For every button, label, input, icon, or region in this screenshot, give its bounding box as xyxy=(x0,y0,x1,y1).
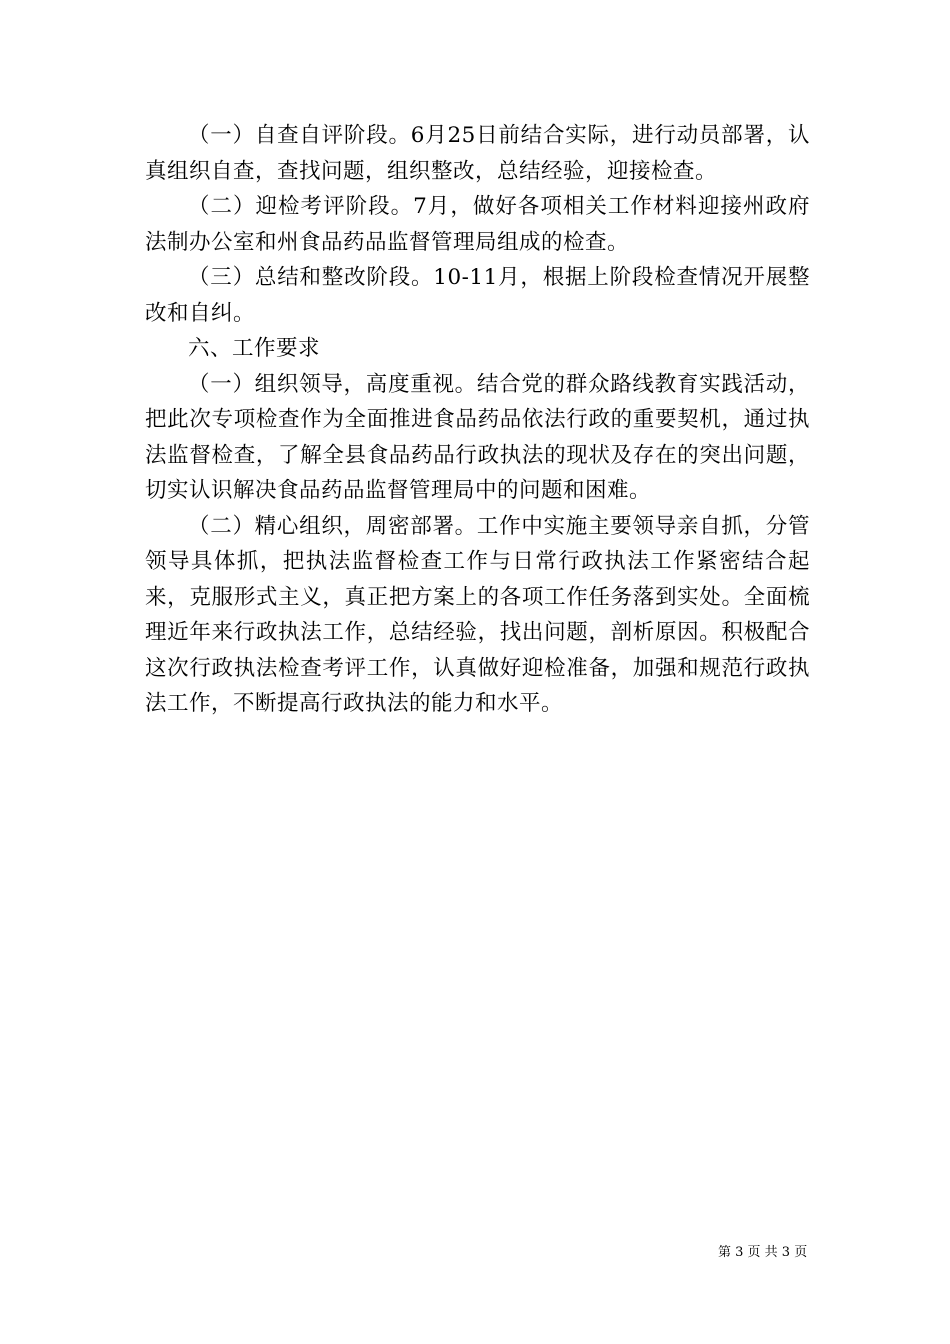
page-number-footer: 第 3 页 共 3 页 xyxy=(718,1245,808,1260)
paragraph-stage-inspection: （二）迎检考评阶段。7月，做好各项相关工作材料迎接州政府法制办公室和州食品药品监督管理局组成的检查。 xyxy=(145,194,810,255)
section-heading-work-requirements: 六、工作要求 xyxy=(188,336,321,361)
document-body xyxy=(145,118,810,722)
paragraph-requirement-leadership: （一）组织领导，高度重视。结合党的群众路线教育实践活动，把此次专项检查作为全面推进食品药品依法行政的重要契机，通过执法监督检查，了解全县食品药品行政执法的现状及存在的突出问题，切实认识解决食品药品监督管理局中的问题和困难。 xyxy=(145,371,810,503)
paragraph-stage-summary: （三）总结和整改阶段。10-11月，根据上阶段检查情况开展整改和自纠。 xyxy=(145,265,810,326)
paragraph-requirement-organization: （二）精心组织，周密部署。工作中实施主要领导亲自抓，分管领导具体抓，把执法监督检查工作与日常行政执法工作紧密结合起来，克服形式主义，真正把方案上的各项工作任务落到实处。全面梳理近年来行政执法工作，总结经验，找出问题，剖析原因。积极配合这次行政执法检查考评工作，认真做好迎检准备，加强和规范行政执法工作，不断提高行政执法的能力和水平。 xyxy=(145,513,810,716)
paragraph-stage-self-check: （一）自查自评阶段。6月25日前结合实际，进行动员部署，认真组织自查，查找问题，组织整改，总结经验，迎接检查。 xyxy=(145,123,810,184)
